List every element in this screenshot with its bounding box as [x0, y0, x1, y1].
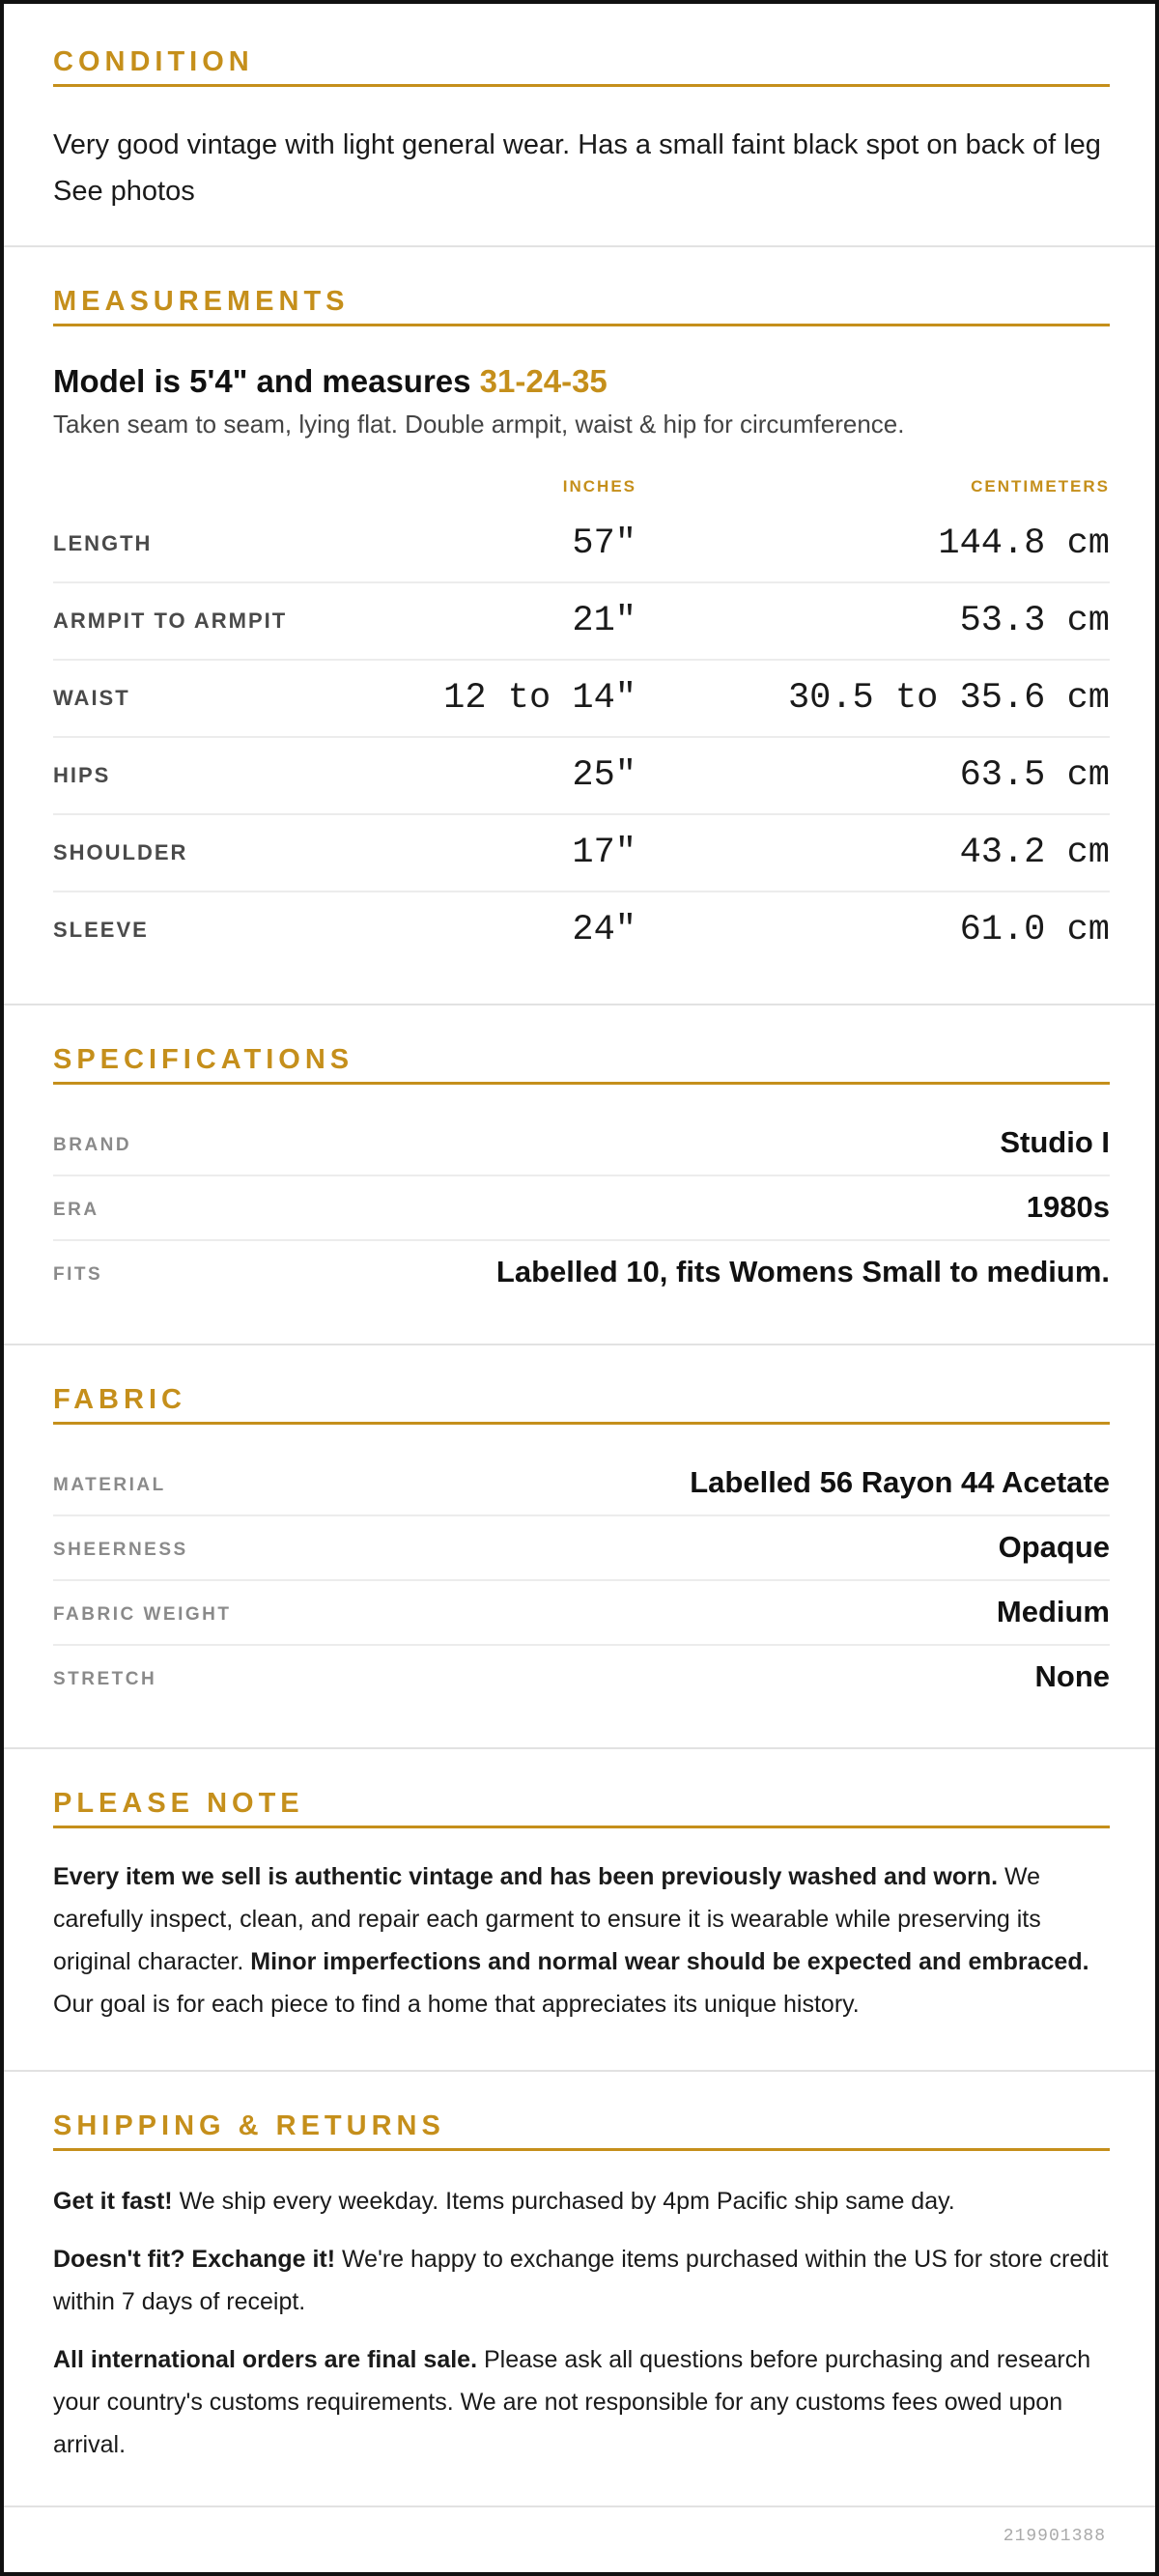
specifications-heading: SPECIFICATIONS [53, 1046, 1110, 1085]
shipping-section [4, 2072, 1155, 2507]
measurement-centimeters: 53.3 cm [959, 601, 1110, 641]
note-text-2: Our goal is for each piece to find a home that appreciates its unique history. [53, 1991, 860, 2018]
measurement-row [53, 738, 1110, 815]
shipping-p1-bold: Get it fast! [53, 2188, 173, 2215]
condition-section [4, 4, 1155, 247]
fabric-label: FABRIC WEIGHT [53, 1604, 232, 1625]
spec-value: 1980s [1026, 1190, 1110, 1224]
condition-heading: CONDITION [53, 48, 1110, 87]
measurement-row [53, 892, 1110, 970]
specifications-section [4, 1005, 1155, 1345]
measurement-label: WAIST [53, 686, 130, 710]
measurement-label: SLEEVE [53, 918, 149, 942]
shipping-p3-bold: All international orders are final sale. [53, 2346, 478, 2373]
measurement-note: Taken seam to seam, lying flat. Double armpit, waist & hip for circumference. [53, 410, 905, 439]
measurement-inches: 21" [572, 601, 636, 641]
measurement-inches: 25" [572, 755, 636, 796]
measurement-label: HIPS [53, 763, 111, 787]
condition-text [53, 122, 1125, 214]
model-measures: 31-24-35 [479, 363, 608, 399]
fabric-heading: FABRIC [53, 1386, 1110, 1425]
inches-column-header: INCHES [562, 477, 636, 495]
spec-value: Studio I [1000, 1125, 1110, 1159]
fabric-row [53, 1646, 1110, 1711]
measurement-centimeters: 144.8 cm [938, 524, 1110, 564]
measurement-centimeters: 61.0 cm [959, 910, 1110, 950]
shipping-p1 [53, 2180, 1116, 2222]
fabric-section [4, 1345, 1155, 1749]
please-note-section [4, 1749, 1155, 2072]
shipping-p3-text: Please ask all questions before purchasing and research your country's customs requirements. We are not responsible for any customs fees owed upon arrival. [53, 2346, 1091, 2458]
measurement-inches: 24" [572, 910, 636, 950]
measurement-label: LENGTH [53, 531, 153, 555]
shipping-p2 [53, 2238, 1116, 2323]
centimeters-column-header: CENTIMETERS [971, 477, 1110, 495]
fabric-label: STRETCH [53, 1669, 157, 1689]
spec-label: ERA [53, 1200, 99, 1220]
measurement-label: ARMPIT TO ARMPIT [53, 609, 288, 633]
measurement-centimeters: 30.5 to 35.6 cm [787, 678, 1110, 719]
please-note-text [53, 1855, 1116, 2025]
measurement-row [53, 583, 1110, 661]
fabric-row [53, 1452, 1110, 1516]
shipping-p1-text: We ship every weekday. Items purchased by 4pm Pacific ship same day. [172, 2188, 955, 2215]
fabric-row [53, 1516, 1110, 1581]
model-statement [53, 363, 608, 400]
note-text-1: We carefully inspect, clean, and repair each garment to ensure it is wearable while preserving its original character. [53, 1863, 1041, 1975]
spec-value: Labelled 10, fits Womens Small to medium. [495, 1255, 1110, 1288]
note-bold-1: Every item we sell is authentic vintage and has been previously washed and worn. [53, 1863, 999, 1890]
specifications-table [53, 1112, 1110, 1305]
item-id: 219901388 [1003, 2527, 1106, 2546]
measurements-section [4, 247, 1155, 1005]
measurement-label: SHOULDER [53, 840, 188, 864]
fabric-row [53, 1581, 1110, 1646]
fabric-value: Labelled 56 Rayon 44 Acetate [690, 1465, 1110, 1499]
fabric-table [53, 1452, 1110, 1713]
measurement-inches: 17" [572, 833, 636, 873]
spec-label: BRAND [53, 1135, 132, 1155]
spec-row [53, 1112, 1110, 1176]
measurement-inches: 57" [572, 524, 636, 564]
shipping-p2-text: We're happy to exchange items purchased within the US for store credit within 7 days of receipt. [53, 2246, 1109, 2315]
measurements-table [53, 506, 1110, 970]
please-note-heading: PLEASE NOTE [53, 1790, 1110, 1828]
spec-row [53, 1241, 1110, 1306]
fabric-label: MATERIAL [53, 1475, 166, 1495]
shipping-heading: SHIPPING & RETURNS [53, 2112, 1110, 2151]
measurement-row [53, 815, 1110, 892]
condition-line-2: See photos [53, 176, 195, 207]
spec-label: FITS [53, 1264, 103, 1285]
measurement-centimeters: 43.2 cm [959, 833, 1110, 873]
shipping-p2-bold: Doesn't fit? Exchange it! [53, 2246, 336, 2273]
condition-line-1: Very good vintage with light general wear. Has a small faint black spot on back of leg [53, 129, 1101, 160]
fabric-label: SHEERNESS [53, 1540, 188, 1560]
model-prefix: Model is 5'4" and measures [53, 363, 480, 399]
note-bold-2: Minor imperfections and normal wear should be expected and embraced. [250, 1948, 1089, 1975]
shipping-p3 [53, 2338, 1116, 2466]
measurements-heading: MEASUREMENTS [53, 288, 1110, 326]
measurement-row [53, 506, 1110, 583]
footer [4, 2507, 1155, 2572]
fabric-value: Opaque [998, 1530, 1110, 1564]
measurement-row [53, 661, 1110, 738]
measurement-inches: 12 to 14" [443, 678, 636, 719]
fabric-value: None [1034, 1659, 1110, 1693]
measurement-centimeters: 63.5 cm [959, 755, 1110, 796]
spec-row [53, 1176, 1110, 1241]
fabric-value: Medium [996, 1595, 1110, 1628]
